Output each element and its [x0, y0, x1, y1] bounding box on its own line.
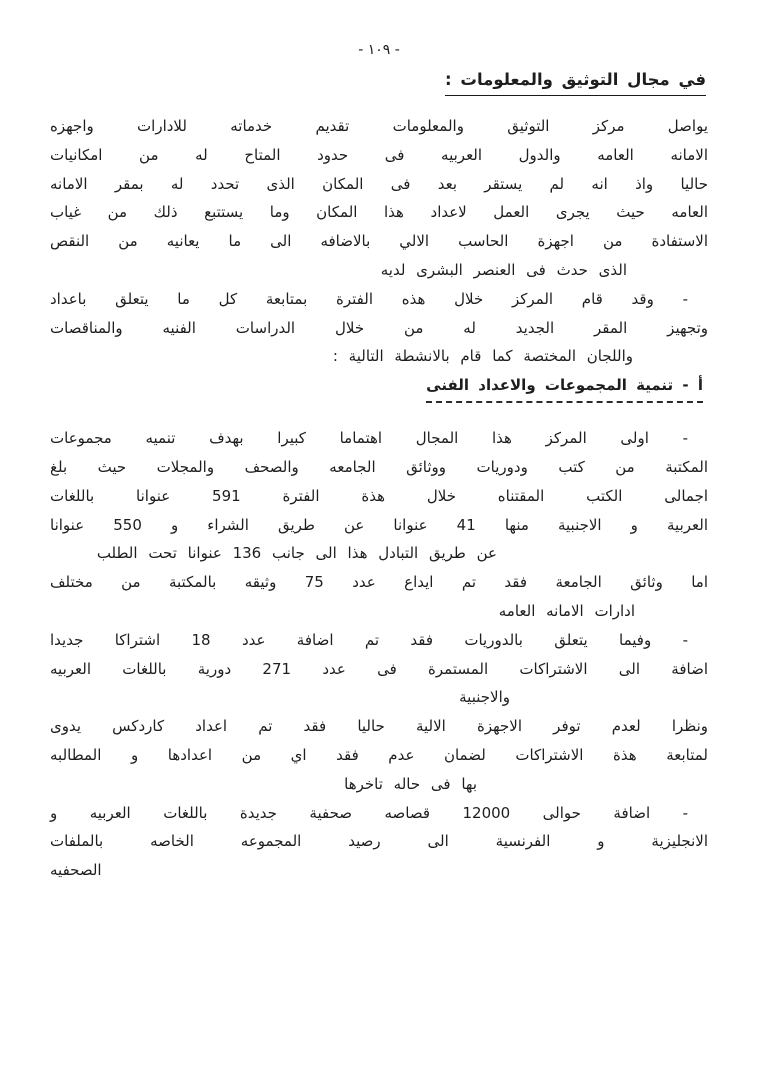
document-heading-wrap: [445, 70, 706, 96]
text-line-15: عن طريق التبادل هذا الى جانب 136 عنوانا تحت الطلب: [96, 544, 497, 563]
section-heading: [50, 371, 708, 405]
text-line-21: ونظرا لعدم توفر الاجهزة الالية حاليا فقد تم اعداد كاردكس يدوى: [50, 717, 708, 736]
text-line-17: ادارات الامانه العامه: [498, 601, 635, 620]
text-line-16: اما وثائق الجامعة فقد تم ايداع عدد 75 وثيقه بالمكتبة من مختلف: [50, 573, 708, 592]
text-line-1: يواصل مركز التوثيق والمعلومات تقديم خدماته للادارات واجهزه: [50, 117, 708, 135]
text-line-11: - اولى المركز هذا المجال اهتماما كبيرا بهدف تنميه مجموعات: [50, 429, 688, 448]
text-line-3: حاليا واذ انه لم يستقر بعد فى المكان الذى تحدد له بمقر الامانه: [50, 174, 708, 193]
text-line-26: الصحفيه: [50, 861, 102, 880]
text-line-25: الانجليزية و الفرنسية الى رصيد المجموعه الخاصه بالملفات: [50, 832, 708, 851]
text-line-24: - اضافة حوالى 12000 قصاصه صحفية جديدة باللغات العربيه و: [50, 803, 688, 822]
text-line-18: - وفيما يتعلق بالدوريات فقد تم اضافة عدد 18 اشتراكا جديدا: [50, 630, 688, 649]
document-heading: في مجال التوثيق والمعلومات :: [445, 70, 706, 96]
text-line-22: لمتابعة هذة الاشتراكات لضمان عدم فقد اي من اعدادها و المطالبه: [50, 745, 708, 764]
text-line-5: الاستفادة من اجهزة الحاسب الالي بالاضافه الى ما يعانيه من النقص: [50, 232, 708, 251]
text-line-6: الذى حدث فى العنصر البشرى لديه: [380, 260, 627, 279]
text-line-7: - وقد قام المركز خلال هذه الفترة بمتابعة كل ما يتعلق باعداد: [50, 289, 688, 308]
text-line-2: الامانه العامه والدول العربيه فى حدود المتاح له من امكانيات: [50, 145, 708, 164]
page-number: - ١٠٩ -: [358, 42, 400, 58]
text-line-4: العامه حيث يجرى العمل لاعداد هذا المكان وما يستتبع ذلك من غياب: [50, 203, 708, 222]
text-line-14: العربية و الاجنبية منها 41 عنوانا عن طريق الشراء و 550 عنوانا: [50, 515, 709, 534]
section-heading-text: أ - تنمية المجموعات والاعداد الفنى: [426, 373, 703, 403]
text-line-8: وتجهيز المقر الجديد له من خلال الدراسات الفنيه والمناقصات: [50, 318, 708, 337]
text-line-19: اضافة الى الاشتراكات المستمرة فى عدد 271 دورية باللغات العربيه: [50, 659, 708, 678]
document-body: [50, 112, 708, 885]
text-line-13: اجمالى الكتب المقتناه خلال هذة الفترة 591 عنوانا باللغات: [50, 486, 709, 505]
text-line-20: والاجنبية: [459, 688, 510, 707]
text-line-23: بها فى حاله تاخرها: [344, 774, 477, 793]
text-line-12: المكتبة من كتب ودوريات ووثائق الجامعه والصحف والمجلات حيث بلغ: [50, 457, 708, 476]
text-line-9: واللجان المختصة كما قام بالانشطة التالية :: [332, 347, 633, 366]
